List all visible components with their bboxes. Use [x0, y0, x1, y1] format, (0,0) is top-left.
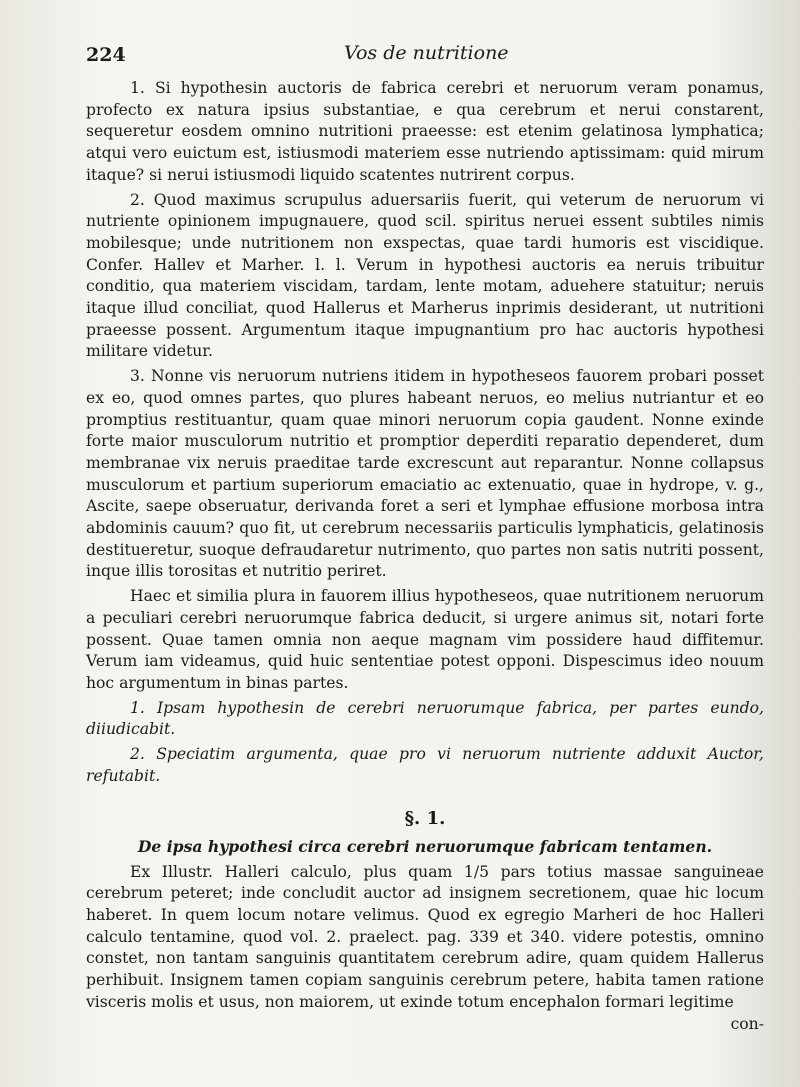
paragraph-2: 2. Quod maximus scrupulus aduersariis fuerit, qui veterum de neruorum vi nutriente opinionem impugnauere, quod scil. spiritus neruei essent subtiles nimis mobilesque; unde nutritionem non exspectas, quae tardi humoris est viscidique. Confer. Hallev et Marher. l. l. Verum in hypothesi auctoris ea neruis tribuitur conditio, qua materiem viscidam, tardam, lente motam, aduehere statuitur; neruis itaque illud conciliat, quod Hallerus et Marherus inprimis desiderant, ut nutritioni praeesse possent. Argumentum itaque impugnantium pro hac auctoris hypothesi militare videtur. [86, 190, 764, 361]
section-title: De ipsa hypothesi circa cerebri neruorumque fabricam tentamen. [137, 836, 713, 856]
paragraph-4: Haec et similia plura in fauorem illius hypotheseos, quae nutritionem neruorum a peculiari cerebri neruorumque fabrica deducit, si urgere animus sit, notari forte possent. Quae tamen omnia non aeque magnam vim possidere haud diffitemur. Verum iam videamus, quid huic sententiae potest opponi. Dispescimus ideo nouum hoc argumentum in binas partes. [86, 587, 764, 692]
page-number: 224 [86, 44, 126, 66]
running-head: Vos de nutritione [344, 42, 509, 64]
part-1: 1. Ipsam hypothesin de cerebri neruorumque fabrica, per partes eundo, diiudicabit. [86, 698, 764, 739]
section-mark: §. 1. [404, 807, 446, 829]
paragraph-final: Ex Illustr. Halleri calculo, plus quam 1/5 pars totius massae sanguineae cerebrum peteret; inde concludit auctor ad insignem secretionem, quae hic locum haberet. In quem locum notare velimus. Quod ex egregio Marheri de hoc Halleri calculo tentamine, quod vol. 2. praelect. pag. 339 et 340. videre potestis, omnino constet, non tantam sanguinis quantitatem cerebrum adire, quam quidem Hallerus perhibuit. Insignem tamen copiam sanguinis cerebrum petere, habita tamen ratione visceris molis et usus, non maiorem, ut exinde totum encephalon formari legitime [86, 862, 764, 1011]
paragraph-3: 3. Nonne vis neruorum nutriens itidem in hypotheseos fauorem probari posset ex eo, quod omnes partes, quo plures habeant neruos, eo melius nutriantur et eo promptius restituantur, quam quae minori neruorum copia gaudent. Nonne exinde forte maior musculorum nutritio et promptior deperditi reparatio dependeret, dum membranae vix neruis praeditae tarde excrescunt aut reparantur. Nonne collapsus musculorum et partium superiorum emaciatio ac extenuatio, quae in hydrope, v. g., Ascite, saepe obseruatur, derivanda foret a seri et lymphae effusione morbosa intra abdominis cauum? quo fit, ut cerebrum necessariis particulis lymphaticis, gelatinosis destitueretur, suoque defraudaretur nutrimento, quo partes non satis nutriti possent, inque illis torositas et nutritio periret. [86, 367, 764, 581]
page-header [86, 40, 764, 78]
catchword: con- [730, 1015, 764, 1033]
part-2: 2. Speciatim argumenta, quae pro vi neruorum nutriente adduxit Auctor, refutabit. [86, 745, 764, 785]
paragraph-1: 1. Si hypothesin auctoris de fabrica cerebri et neruorum veram ponamus, profecto ex natura ipsius substantiae, e qua cerebrum et nerui constarent, sequeretur eosdem omnino nutritioni praeesse: est etenim gelatinosa lymphatica; atqui vero euictum est, istiusmodi materiem esse nutriendo aptissimam: quid mirum itaque? si nerui istiusmodi liquido scatentes nutrirent corpus. [86, 79, 764, 184]
